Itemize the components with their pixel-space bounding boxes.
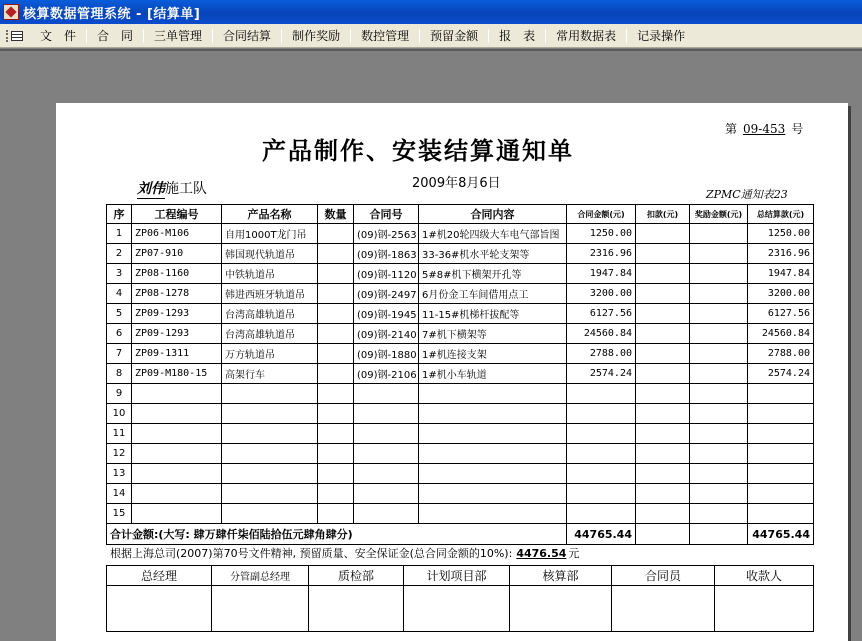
col-header-deduct: 扣款(元) xyxy=(636,205,690,224)
row-amount: 24560.84 xyxy=(567,324,636,344)
total-bonus xyxy=(690,524,748,545)
row-name xyxy=(222,464,318,484)
row-code xyxy=(132,504,222,524)
row-total xyxy=(748,464,814,484)
row-bonus xyxy=(690,264,748,284)
row-no: 6 xyxy=(107,324,132,344)
sign-accounting-dept: 核算部 xyxy=(510,566,612,586)
row-total: 3200.00 xyxy=(748,284,814,304)
row-total xyxy=(748,444,814,464)
row-code: ZP09-1293 xyxy=(132,324,222,344)
row-name: 台湾高雄轨道吊 xyxy=(222,324,318,344)
row-amount: 2574.24 xyxy=(567,364,636,384)
row-deduct xyxy=(636,464,690,484)
col-header-contract: 合同号 xyxy=(354,205,419,224)
sign-cell xyxy=(212,586,309,632)
row-content xyxy=(419,464,567,484)
row-no: 15 xyxy=(107,504,132,524)
row-amount: 1250.00 xyxy=(567,224,636,244)
row-content: 1#机连接支架 xyxy=(419,344,567,364)
row-no: 10 xyxy=(107,404,132,424)
row-qty xyxy=(318,364,354,384)
row-no: 3 xyxy=(107,264,132,284)
row-bonus xyxy=(690,324,748,344)
menu-item[interactable]: 合同结算 xyxy=(223,28,272,43)
row-no: 14 xyxy=(107,484,132,504)
row-contract: (09)钢-1863 xyxy=(354,244,419,264)
row-content: 33-36#机水平轮支架等 xyxy=(419,244,567,264)
menu-item[interactable]: 数控管理 xyxy=(361,28,410,43)
row-code: ZP06-M106 xyxy=(132,224,222,244)
col-header-total: 总结算款(元) xyxy=(748,205,814,224)
row-deduct xyxy=(636,244,690,264)
row-qty xyxy=(318,504,354,524)
row-content xyxy=(419,424,567,444)
row-total: 1250.00 xyxy=(748,224,814,244)
document-number xyxy=(725,120,803,137)
row-amount xyxy=(567,404,636,424)
row-qty xyxy=(318,384,354,404)
sign-cell xyxy=(309,586,404,632)
row-code xyxy=(132,384,222,404)
row-content xyxy=(419,404,567,424)
row-bonus xyxy=(690,384,748,404)
row-no: 2 xyxy=(107,244,132,264)
row-bonus xyxy=(690,364,748,384)
menu-item[interactable]: 制作奖励 xyxy=(292,28,341,43)
row-qty xyxy=(318,464,354,484)
row-total: 6127.56 xyxy=(748,304,814,324)
menu-item[interactable]: 记录操作 xyxy=(637,28,686,43)
row-deduct xyxy=(636,404,690,424)
row-qty xyxy=(318,484,354,504)
row-qty xyxy=(318,424,354,444)
row-bonus xyxy=(690,344,748,364)
row-deduct xyxy=(636,344,690,364)
col-header-qty: 数量 xyxy=(318,205,354,224)
row-deduct xyxy=(636,284,690,304)
settlement-table xyxy=(106,204,814,545)
row-no: 4 xyxy=(107,284,132,304)
row-contract: (09)钢-1880 xyxy=(354,344,419,364)
row-no: 5 xyxy=(107,304,132,324)
row-bonus xyxy=(690,304,748,324)
row-no: 7 xyxy=(107,344,132,364)
col-header-amount: 合同金额(元) xyxy=(567,205,636,224)
team-suffix: 施工队 xyxy=(165,181,207,197)
row-name xyxy=(222,424,318,444)
row-code xyxy=(132,484,222,504)
row-code xyxy=(132,404,222,424)
menu-handle-icon[interactable] xyxy=(6,29,26,43)
row-total xyxy=(748,384,814,404)
row-contract xyxy=(354,404,419,424)
row-deduct xyxy=(636,224,690,244)
total-deduct xyxy=(636,524,690,545)
row-content: 7#机下横架等 xyxy=(419,324,567,344)
row-deduct xyxy=(636,324,690,344)
row-bonus xyxy=(690,404,748,424)
col-header-code: 工程编号 xyxy=(132,205,222,224)
row-amount xyxy=(567,464,636,484)
menu-item[interactable]: 常用数据表 xyxy=(556,28,617,43)
row-bonus xyxy=(690,464,748,484)
row-name xyxy=(222,384,318,404)
row-contract: (09)钢-1120 xyxy=(354,264,419,284)
row-name: 高架行车 xyxy=(222,364,318,384)
row-bonus xyxy=(690,244,748,264)
row-no: 12 xyxy=(107,444,132,464)
row-name: 台湾高雄轨道吊 xyxy=(222,304,318,324)
row-bonus xyxy=(690,284,748,304)
row-code xyxy=(132,424,222,444)
form-code: ZPMC通知表23 xyxy=(706,188,788,201)
row-name: 韩国现代轨道吊 xyxy=(222,244,318,264)
team-leader-name: 刘伟 xyxy=(137,181,165,197)
row-content: 11-15#机梯杆拔配等 xyxy=(419,304,567,324)
row-content: 1#机20轮四级大车电气部旨图 xyxy=(419,224,567,244)
menu-item[interactable]: 报 表 xyxy=(499,28,536,43)
menu-bar xyxy=(0,24,862,48)
row-content xyxy=(419,384,567,404)
row-total xyxy=(748,404,814,424)
row-code: ZP08-1278 xyxy=(132,284,222,304)
row-total: 2574.24 xyxy=(748,364,814,384)
row-contract: (09)钢-2497 xyxy=(354,284,419,304)
row-qty xyxy=(318,344,354,364)
row-amount xyxy=(567,424,636,444)
row-code xyxy=(132,444,222,464)
sign-cell xyxy=(107,586,212,632)
sign-quality-dept: 质检部 xyxy=(309,566,404,586)
table-row xyxy=(107,404,814,424)
row-content xyxy=(419,504,567,524)
table-row xyxy=(107,344,814,364)
row-amount xyxy=(567,484,636,504)
row-contract: (09)钢-2106 xyxy=(354,364,419,384)
row-code: ZP07-910 xyxy=(132,244,222,264)
row-content: 1#机小车轨道 xyxy=(419,364,567,384)
row-amount xyxy=(567,504,636,524)
row-bonus xyxy=(690,484,748,504)
deposit-note-text: 根据上海总司(2007)第70号文件精神, 预留质量、安全保证金(总合同金额的10%): xyxy=(110,547,513,560)
row-no: 11 xyxy=(107,424,132,444)
row-amount: 2316.96 xyxy=(567,244,636,264)
row-qty xyxy=(318,244,354,264)
row-no: 1 xyxy=(107,224,132,244)
window-title: 核算数据管理系统 - [结算单] xyxy=(23,6,201,22)
row-deduct xyxy=(636,504,690,524)
table-row xyxy=(107,364,814,384)
total-row xyxy=(107,524,814,545)
row-amount: 6127.56 xyxy=(567,304,636,324)
row-name xyxy=(222,504,318,524)
row-name xyxy=(222,404,318,424)
table-row xyxy=(107,504,814,524)
deposit-note xyxy=(110,545,579,561)
total-final: 44765.44 xyxy=(748,524,814,545)
row-no: 9 xyxy=(107,384,132,404)
row-qty xyxy=(318,284,354,304)
table-row xyxy=(107,464,814,484)
row-deduct xyxy=(636,444,690,464)
row-content xyxy=(419,444,567,464)
row-bonus xyxy=(690,224,748,244)
row-contract xyxy=(354,444,419,464)
menu-item[interactable]: 三单管理 xyxy=(154,28,203,43)
row-code: ZP09-1293 xyxy=(132,304,222,324)
table-row xyxy=(107,424,814,444)
row-qty xyxy=(318,404,354,424)
row-name xyxy=(222,444,318,464)
row-deduct xyxy=(636,384,690,404)
table-row xyxy=(107,304,814,324)
row-content xyxy=(419,484,567,504)
row-contract: (09)钢-2140 xyxy=(354,324,419,344)
doc-no-suffix: 号 xyxy=(791,122,804,136)
row-deduct xyxy=(636,364,690,384)
row-code: ZP09-M180-15 xyxy=(132,364,222,384)
table-row xyxy=(107,224,814,244)
sign-planning-dept: 计划项目部 xyxy=(404,566,510,586)
row-total: 24560.84 xyxy=(748,324,814,344)
row-deduct xyxy=(636,304,690,324)
row-name: 中铁轨道吊 xyxy=(222,264,318,284)
deposit-unit: 元 xyxy=(568,547,580,560)
sign-cell xyxy=(404,586,510,632)
row-amount xyxy=(567,444,636,464)
row-amount: 2788.00 xyxy=(567,344,636,364)
row-code xyxy=(132,464,222,484)
menu-item[interactable]: 预留金额 xyxy=(430,28,479,43)
sign-cell xyxy=(715,586,814,632)
row-bonus xyxy=(690,444,748,464)
row-total: 2788.00 xyxy=(748,344,814,364)
row-qty xyxy=(318,264,354,284)
row-total: 2316.96 xyxy=(748,244,814,264)
row-qty xyxy=(318,444,354,464)
sign-deputy-manager: 分管副总经理 xyxy=(212,566,309,586)
team-label xyxy=(137,178,207,198)
row-contract: (09)钢-2563 xyxy=(354,224,419,244)
col-header-content: 合同内容 xyxy=(419,205,567,224)
title-bar xyxy=(0,0,862,24)
row-deduct xyxy=(636,264,690,284)
row-name: 韩进西班牙轨道吊 xyxy=(222,284,318,304)
table-row xyxy=(107,244,814,264)
menu-item[interactable]: 合 同 xyxy=(97,28,134,43)
sign-payee: 收款人 xyxy=(715,566,814,586)
col-header-no: 序 xyxy=(107,205,132,224)
row-bonus xyxy=(690,424,748,444)
row-total xyxy=(748,424,814,444)
row-content: 6月份金工车间借用点工 xyxy=(419,284,567,304)
row-total: 1947.84 xyxy=(748,264,814,284)
row-name: 万方轨道吊 xyxy=(222,344,318,364)
row-code: ZP08-1160 xyxy=(132,264,222,284)
table-header-row xyxy=(107,205,814,224)
row-total xyxy=(748,504,814,524)
row-contract: (09)钢-1945 xyxy=(354,304,419,324)
table-row xyxy=(107,284,814,304)
row-amount xyxy=(567,384,636,404)
report-date: 2009年8月6日 xyxy=(412,176,501,191)
table-row xyxy=(107,384,814,404)
row-no: 8 xyxy=(107,364,132,384)
doc-no-prefix: 第 xyxy=(725,122,738,136)
sign-cell xyxy=(612,586,715,632)
row-deduct xyxy=(636,484,690,504)
sign-cell xyxy=(510,586,612,632)
row-qty xyxy=(318,224,354,244)
deposit-amount: 4476.54 xyxy=(516,547,567,560)
table-row xyxy=(107,444,814,464)
row-name xyxy=(222,484,318,504)
row-content: 5#8#机下横架开孔等 xyxy=(419,264,567,284)
row-amount: 1947.84 xyxy=(567,264,636,284)
col-header-name: 产品名称 xyxy=(222,205,318,224)
col-header-bonus: 奖励金额(元) xyxy=(690,205,748,224)
row-deduct xyxy=(636,424,690,444)
table-row xyxy=(107,324,814,344)
row-contract xyxy=(354,424,419,444)
sign-contract-clerk: 合同员 xyxy=(612,566,715,586)
row-amount: 3200.00 xyxy=(567,284,636,304)
doc-no-value: 09-453 xyxy=(743,122,786,136)
row-contract xyxy=(354,484,419,504)
row-contract xyxy=(354,464,419,484)
menu-item[interactable]: 文 件 xyxy=(40,28,77,43)
report-title: 产品制作、安装结算通知单 xyxy=(262,136,574,165)
app-icon xyxy=(3,4,19,20)
row-code: ZP09-1311 xyxy=(132,344,222,364)
signature-blank-row xyxy=(107,586,814,632)
total-amount: 44765.44 xyxy=(567,524,636,545)
row-contract xyxy=(354,384,419,404)
row-contract xyxy=(354,504,419,524)
row-name: 自用1000T龙门吊 xyxy=(222,224,318,244)
table-row xyxy=(107,484,814,504)
row-qty xyxy=(318,304,354,324)
total-label: 合计金额:(大写: 肆万肆仟柒佰陆拾伍元肆角肆分) xyxy=(107,524,567,545)
signature-table xyxy=(106,565,814,632)
sign-general-manager: 总经理 xyxy=(107,566,212,586)
row-total xyxy=(748,484,814,504)
signature-header-row xyxy=(107,566,814,586)
row-no: 13 xyxy=(107,464,132,484)
table-row xyxy=(107,264,814,284)
row-bonus xyxy=(690,504,748,524)
row-qty xyxy=(318,324,354,344)
